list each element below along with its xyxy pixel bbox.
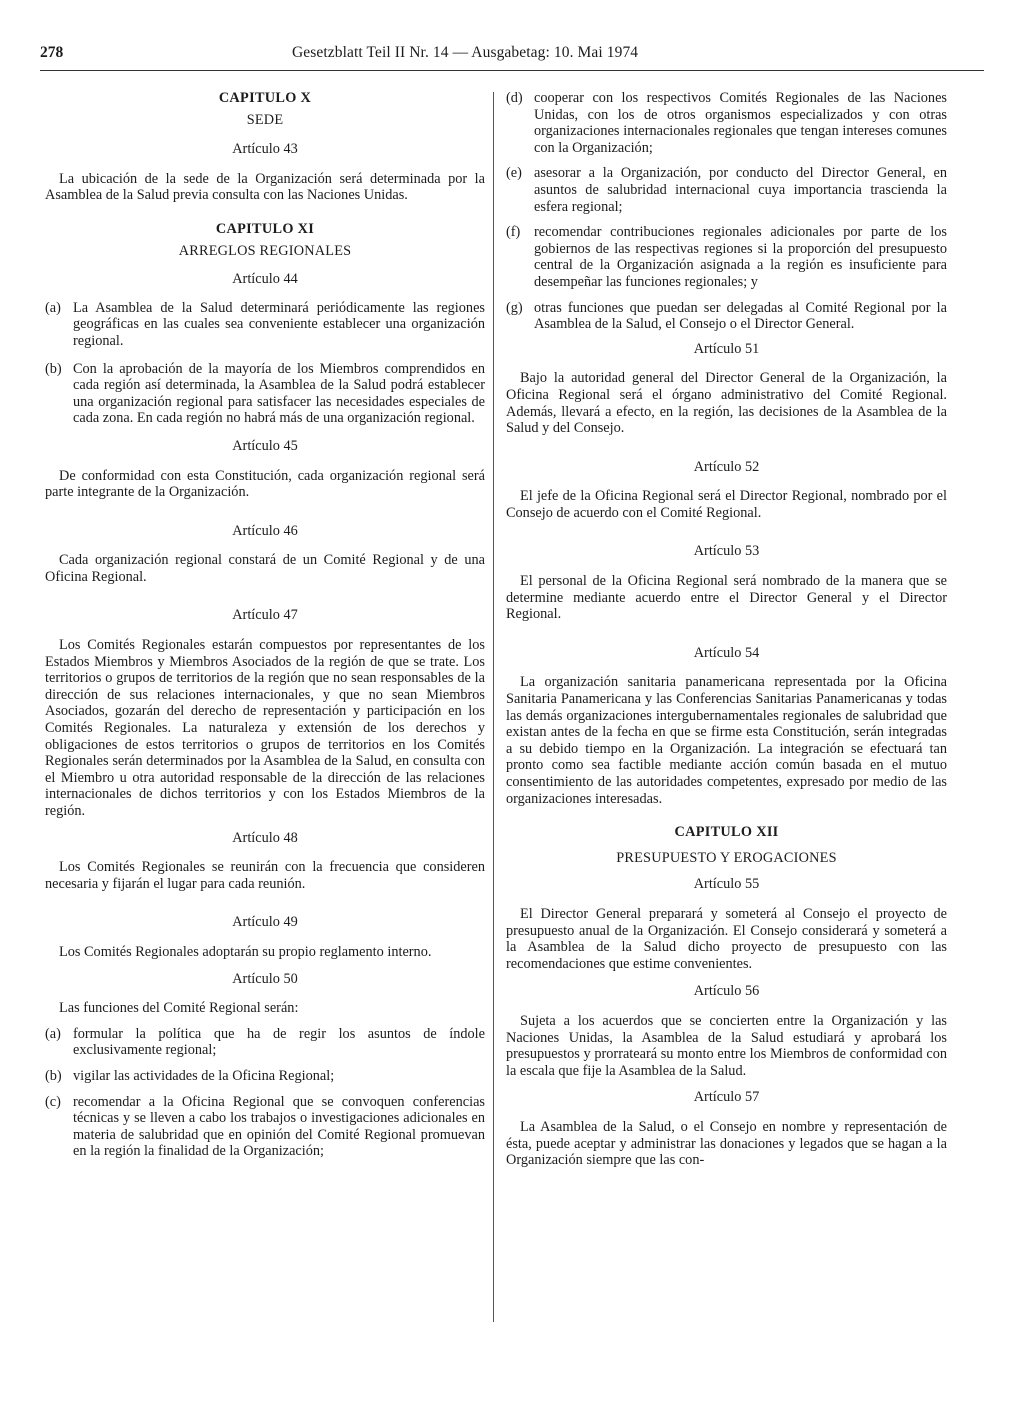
article-heading: Artículo 50 — [232, 970, 298, 987]
article-text: El jefe de la Oficina Regional será el Director Regional, nombrado por el Consejo de acuerdo con el Comité Regional. — [506, 488, 947, 521]
article-text: La Asamblea de la Salud, o el Consejo en nombre y representación de ésta, puede aceptar y administrar las donaciones y legados que se hagan a la Organización siempre que las con- — [506, 1118, 947, 1169]
article-text: La organización sanitaria panamericana representada por la Oficina Sanitaria Panamericana y las Conferencias Sanitarias Panamericanas y todas las demás organizaciones intergubernamentales regionales de salubridad que existan antes de la fecha en que se firme esta Constitución, serán integradas a su debido tiempo en la Organización. La integración se efectuará tan pronto como sea factible mediante acción común basada en el mutuo consentimiento de las autoridades competentes, expresado por medio de las organizaciones interesadas. — [506, 674, 947, 807]
item-text: vigilar las actividades de la Oficina Regional; — [73, 1067, 335, 1084]
chapter-title: CAPITULO X — [218, 90, 312, 106]
column-divider — [493, 92, 494, 1322]
article-text: Sujeta a los acuerdos que se concierten entre la Organización y las Naciones Unidas, la Asamblea de la Salud estudiará y aprobará los presupuestos y prorrateará su monto entre los Miembros de conformidad con la escala que fije la Asamblea de la Salud. — [506, 1012, 947, 1079]
article-text: Los Comités Regionales estarán compuestos por representantes de los Estados Miembros y Miembros Asociados de la región de que se trate. Los territorios o grupos de territorios de la región que no sean responsables de la dirección de sus relaciones internacionales, y que no sean Miembros Asociados, gozarán del derecho de representación y participación en los Comités Regionales. La naturaleza y extensión de los derechos y obligaciones de estos territorios o grupos de territorios en los Comités Regionales serán determinados por la Asamblea de la Salud, en consulta con el Miembro u otra autoridad responsable de la dirección de las relaciones internacionales de dichos territorios y con los Estados Miembros de la región. — [45, 637, 485, 819]
list-item — [45, 300, 485, 350]
item-text: La Asamblea de la Salud determinará periódicamente las regiones geográficas en las cuales sea conveniente establecer una organización regional. — [73, 299, 485, 349]
chapter-subtitle: PRESUPUESTO Y EROGACIONES — [616, 849, 837, 866]
list-item — [45, 1068, 485, 1085]
chapter-subtitle: ARREGLOS REGIONALES — [178, 242, 352, 259]
list-item — [506, 300, 947, 333]
article-heading: Artículo 47 — [232, 607, 298, 624]
chapter-title: CAPITULO XII — [674, 824, 779, 841]
article-heading: Artículo 52 — [693, 458, 760, 475]
right-column — [506, 90, 947, 1169]
article-text: Los Comités Regionales adoptarán su propio reglamento interno. — [59, 943, 432, 960]
item-text: cooperar con los respectivos Comités Regionales de las Naciones Unidas, con los de otros organismos especializados y con otras organizaciones internacionales regionales que tengan intereses comunes con la Organización; — [534, 90, 947, 156]
article-heading: Artículo 57 — [693, 1089, 760, 1106]
item-marker: (f) — [506, 224, 521, 241]
article-intro: Las funciones del Comité Regional serán: — [59, 1000, 299, 1017]
article-text: La ubicación de la sede de la Organización será determinada por la Asamblea de la Salud previa consulta con las Naciones Unidas. — [45, 170, 485, 204]
item-marker: (d) — [506, 90, 523, 106]
item-marker: (b) — [45, 360, 62, 377]
article-heading: Artículo 46 — [232, 522, 298, 539]
page-number: 278 — [40, 44, 64, 61]
item-text: Con la aprobación de la mayoría de los Miembros comprendidos en cada región así determinada, la Asamblea de la Salud podrá establecer una organización regional para satisfacer las necesidades especiales de cada zona. En cada región no habrá más de una organización regional. — [73, 360, 485, 427]
article-heading: Artículo 49 — [232, 914, 298, 931]
item-text: asesorar a la Organización, por conducto del Director General, en asuntos de salubridad internacional cuya importancia trascienda la esfera regional; — [534, 165, 947, 215]
article-heading: Artículo 44 — [232, 271, 298, 288]
header-rule — [40, 70, 984, 71]
item-text: recomendar contribuciones regionales adicionales por parte de los gobiernos de las respectivas regiones si la proporción del presupuesto central de la Organización asignada a la región es insuficiente para desempeñar las funciones regionales; y — [534, 224, 947, 290]
item-text: otras funciones que puedan ser delegadas al Comité Regional por la Asamblea de la Salud, el Consejo o el Director General. — [534, 299, 947, 333]
item-marker: (b) — [45, 1067, 62, 1084]
item-marker: (a) — [45, 299, 61, 316]
list-item — [45, 1094, 485, 1160]
page-header — [40, 44, 984, 70]
article-heading: Artículo 56 — [693, 983, 760, 1000]
item-marker: (e) — [506, 165, 522, 182]
item-marker: (c) — [45, 1093, 61, 1110]
item-text: recomendar a la Oficina Regional que se convoquen conferencias técnicas y se lleven a cabo los trabajos o investigaciones adicionales en materia de salubridad que en opinión del Comité Regional promuevan en la región la finalidad de la Organización; — [73, 1093, 485, 1160]
article-heading: Artículo 53 — [693, 543, 760, 560]
article-text: Cada organización regional constará de un Comité Regional y de una Oficina Regional. — [45, 552, 485, 585]
article-heading: Artículo 48 — [232, 829, 298, 846]
item-marker: (g) — [506, 299, 523, 316]
list-item — [45, 361, 485, 427]
article-text: Bajo la autoridad general del Director General de la Organización, la Oficina Regional será el órgano administrativo del Comité Regional. Además, llevará a efecto, en la región, las decisiones de la Asamblea de la Salud y del Consejo. — [506, 370, 947, 437]
article-heading: Artículo 54 — [693, 644, 760, 661]
item-text: formular la política que ha de regir los asuntos de índole exclusivamente regional; — [73, 1025, 485, 1059]
list-item — [45, 1026, 485, 1059]
list-item — [506, 224, 947, 290]
list-item — [506, 90, 947, 156]
article-heading: Artículo 55 — [693, 876, 760, 893]
article-heading: Artículo 45 — [232, 437, 298, 454]
article-text: De conformidad con esta Constitución, cada organización regional será parte integrante de la Organización. — [45, 467, 485, 501]
chapter-title: CAPITULO XI — [215, 220, 315, 237]
running-title: Gesetzblatt Teil II Nr. 14 — Ausgabetag: 10. Mai 1974 — [292, 44, 639, 61]
left-column — [45, 90, 485, 1160]
article-text: Los Comités Regionales se reunirán con la frecuencia que consideren necesaria y fijarán el lugar para cada reunión. — [45, 859, 485, 892]
article-heading: Artículo 51 — [693, 340, 760, 357]
item-marker: (a) — [45, 1025, 61, 1042]
list-item — [506, 165, 947, 215]
chapter-subtitle: SEDE — [246, 111, 284, 128]
article-heading: Artículo 43 — [232, 141, 298, 158]
article-text: El personal de la Oficina Regional será nombrado de la manera que se determine mediante acuerdo entre el Director General y el Director Regional. — [506, 573, 947, 623]
article-text: El Director General preparará y someterá al Consejo el proyecto de presupuesto anual de la Organización. El Consejo considerará y someterá a la Asamblea de la Salud dicho proyecto de presupuesto con las recomendaciones que estime convenientes. — [506, 905, 947, 972]
